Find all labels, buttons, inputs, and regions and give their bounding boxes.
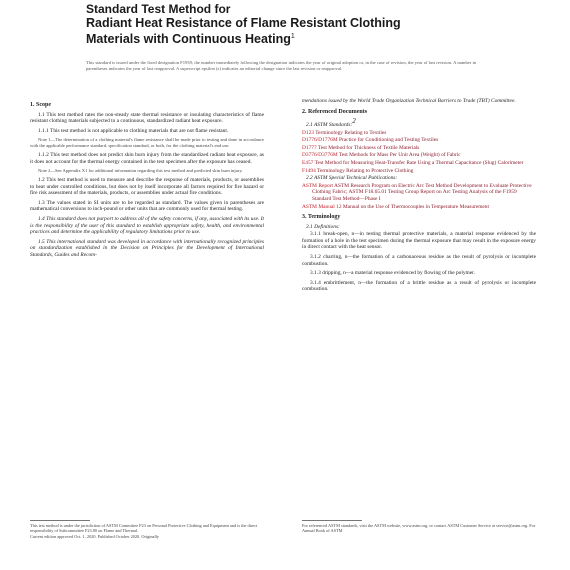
paragraph-2-1: 2.1 ASTM Standards:2 bbox=[306, 117, 356, 128]
paragraph-1-2: 1.2 This test method is used to measure and describe the response of materials, products, or assemblies to heat under controlled conditions, but does not by itself incorporate all factors required for fire hazard or fire risk assessment of the materials, products, or assemblies under actual fire conditions. bbox=[30, 176, 264, 197]
paragraph-3-1: 3.1 Definitions: bbox=[306, 223, 340, 230]
footnote-1: This test method is under the jurisdiction of ASTM Committee F23 on Personal Protective Clothing and Equipment and is the direct responsibility of Subcommittee F23.80 on Flame and Thermal. bbox=[30, 523, 258, 534]
title-line-2: Materials with Continuous Heating$^1$ bbox=[86, 32, 295, 47]
footnote-left bbox=[30, 520, 264, 539]
paragraph-3-1-1: 3.1.1 break-open, n—in testing thermal protective materials, a material response evidenced by the formation of a hole in the test specimen during the thermal exposure that may result in the exposure energy in direct contact with the heat sensor. bbox=[302, 231, 536, 251]
reference-item[interactable]: D3776/D3776M Test Methods for Mass Per Unit Area (Weight) of Fabric bbox=[302, 152, 461, 159]
paragraph-1-1-2: 1.1.2 This test method does not predict skin burn injury from the standardized radiant heat exposure, as it does not account for the thermal energy contained in the test specimen after the exposure has ceased. bbox=[30, 151, 264, 165]
title-line-1: Radiant Heat Resistance of Flame Resistant Clothing bbox=[86, 16, 401, 30]
designation-notice: This standard is issued under the fixed designation F1939; the number immediately following the designation indicates the year of original adoption or, in the case of revision, the year of last revision. A number in parentheses indicates the year of last reapproval. A superscript epsilon (ε) indicates an editorial change since the last revision or reapproval. bbox=[86, 60, 477, 71]
footnote-rule bbox=[30, 520, 90, 521]
reference-item[interactable]: ASTM Manual 12 Manual on the Use of Thermocouples in Temperature Measurement bbox=[302, 203, 490, 210]
note-1: Note 1—The determination of a clothing material's flame resistance shall be made prior to testing and done in accordance with the applicable performance standard, specification standard, or both, for the clothing material's end use. bbox=[30, 137, 264, 149]
paragraph-1-1: 1.1 This test method rates the non-steady state thermal resistance or insulating characteristics of flame resistant clothing materials subjected to a continuous, standardized radiant heat exposure. bbox=[30, 111, 264, 125]
footnote-2: For referenced ASTM standards, visit the ASTM website, www.astm.org, or contact ASTM Customer Service at service@astm.org. For Annual Book of ASTM bbox=[302, 523, 536, 534]
paragraph-3-1-4: 3.1.4 embrittlement, n—the formation of a brittle residue as a result of pyrolysis or incomplete combustion. bbox=[302, 279, 536, 293]
left-column bbox=[30, 98, 264, 261]
paragraph-1-3: 1.3 The values stated in SI units are to be regarded as standard. The values given in parentheses are mathematical conversions to inch-pound or other units that are commonly used for thermal testing. bbox=[30, 199, 264, 213]
paragraph-2-2: 2.2 ASTM Special Technical Publications: bbox=[306, 175, 398, 182]
footnote-mark-2: 2 bbox=[352, 117, 356, 126]
section-heading-referenced-documents: 2. Referenced Documents bbox=[302, 108, 368, 115]
reference-item[interactable]: D123 Terminology Relating to Textiles bbox=[302, 129, 387, 136]
footnote-edition: Current edition approved Oct. 1, 2020. Published October 2020. Originally bbox=[30, 533, 160, 539]
paragraph-1-4: 1.4 This standard does not purport to address all of the safety concerns, if any, associated with its use. It is the responsibility of the user of this standard to establish appropriate safety, health, and environmental practices and determine the applicability of regulatory limitations prior to use. bbox=[30, 215, 264, 236]
note-2: Note 2—See Appendix X1 for additional information regarding this test method and predicted skin burn injury. bbox=[38, 168, 243, 174]
reference-item[interactable]: F1494 Terminology Relating to Protective Clothing bbox=[302, 167, 414, 174]
footnote-rule bbox=[302, 520, 362, 521]
paragraph-1-5: 1.5 This international standard was developed in accordance with internationally recognized principles on standardization established in the Decision on Principles for the Development of International Standards, Guides and Recom- bbox=[30, 238, 264, 258]
section-heading-scope: 1. Scope bbox=[30, 102, 51, 108]
reference-item[interactable]: D1777 Test Method for Thickness of Textile Materials bbox=[302, 144, 420, 151]
paragraph-continuation: mendations issued by the World Trade Organization Technical Barriers to Trade (TBT) Committee. bbox=[302, 98, 516, 104]
title-footnote-mark: 1 bbox=[290, 33, 295, 40]
paragraph-1-1-1: 1.1.1 This test method is not applicable to clothing materials that are not flame resistant. bbox=[38, 127, 229, 134]
right-column bbox=[302, 98, 536, 296]
doc-type: Standard Test Method for bbox=[86, 2, 231, 16]
reference-item[interactable]: E457 Test Method for Measuring Heat-Transfer Rate Using a Thermal Capacitance (Slug) Calorimeter bbox=[302, 159, 524, 166]
footnote-right bbox=[302, 520, 536, 534]
reference-item[interactable]: D1776/D1776M Practice for Conditioning and Testing Textiles bbox=[302, 137, 439, 144]
reference-item[interactable]: ASTM Report ASTM Research Program on Electric Arc Test Method Development to Evaluate Protective Clothing Fabric; ASTM F18.65.01 Testing Group Report on Arc Testing Analysis of the F1959 Standard Test Method—Phase I bbox=[302, 182, 532, 202]
title-block bbox=[86, 2, 466, 46]
paragraph-3-1-2: 3.1.2 charring, n—the formation of a carbonaceous residue as the result of pyrolysis or incomplete combustion. bbox=[302, 254, 536, 267]
section-heading-terminology: 3. Terminology bbox=[302, 214, 341, 221]
paragraph-3-1-3: 3.1.3 dripping, n—a material response evidenced by flowing of the polymer. bbox=[310, 270, 475, 277]
